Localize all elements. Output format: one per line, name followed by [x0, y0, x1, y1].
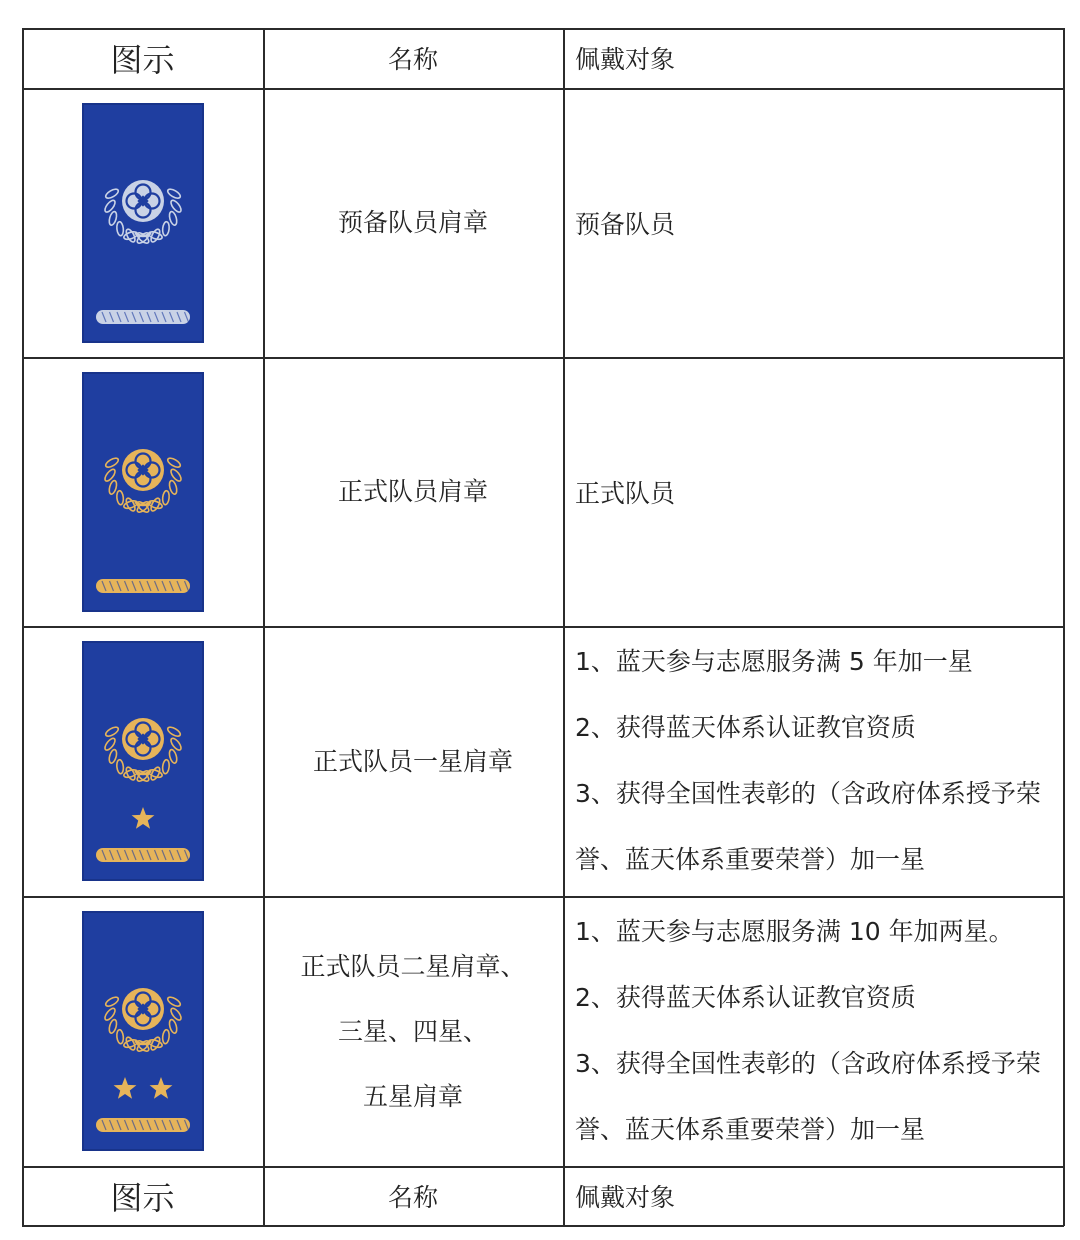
wearer-cell: [563, 626, 1064, 896]
epaulette-graphic: [82, 911, 204, 1151]
wreath-emblem-icon: [103, 449, 183, 514]
badge-name-line: 三星、四星、: [337, 1016, 488, 1046]
footer-wearer: 佩戴对象: [575, 1183, 676, 1212]
epaulette-graphic: [82, 641, 204, 881]
footer-name: 名称: [387, 1183, 438, 1212]
rank-table: [22, 28, 1064, 1226]
header-name: 名称: [387, 45, 438, 74]
braid-stripe-icon: [96, 848, 190, 862]
wearer-item: 3、获得全国性表彰的（含政府体系授予荣誉、蓝天体系重要荣誉）加一星: [575, 779, 1041, 874]
table-row: [22, 626, 263, 896]
badge-name-line: 正式队员肩章: [337, 477, 488, 506]
badge-name-line: 预备队员肩章: [337, 208, 488, 237]
epaulette-two-star: [82, 911, 204, 1151]
header-illustration: 图示: [110, 41, 175, 79]
wearer-cell: [563, 88, 1064, 357]
badge-name: [263, 357, 563, 626]
wreath-emblem-icon: [103, 180, 183, 245]
epaulette-one-star: [82, 641, 204, 881]
epaulette-graphic: [82, 103, 204, 343]
wearer-cell: [563, 357, 1064, 626]
wearer-item: 2、获得蓝天体系认证教官资质: [575, 713, 916, 742]
badge-name-line: 正式队员二星肩章、: [300, 951, 526, 981]
braid-stripe-icon: [96, 1118, 190, 1132]
wearer-cell: [563, 896, 1064, 1166]
wearer-item: 3、获得全国性表彰的（含政府体系授予荣誉、蓝天体系重要荣誉）加一星: [575, 1049, 1041, 1144]
badge-name: [263, 88, 563, 357]
star-icon: [131, 807, 154, 829]
table-row: [22, 357, 263, 626]
badge-name: [263, 626, 563, 896]
epaulette-regular: [82, 372, 204, 612]
epaulette-graphic: [82, 372, 204, 612]
table-row: [22, 896, 263, 1166]
wearer-item: 1、蓝天参与志愿服务满 10 年加两星。: [575, 917, 1014, 946]
table-row: [22, 88, 263, 357]
wearer-item: 1、蓝天参与志愿服务满 5 年加一星: [575, 647, 973, 676]
braid-stripe-icon: [96, 579, 190, 593]
badge-name-line: 五星肩章: [362, 1081, 463, 1111]
header-wearer: 佩戴对象: [575, 45, 676, 74]
wearer-text: 预备队员: [575, 209, 676, 239]
badge-name: [263, 896, 563, 1166]
epaulette-reserve: [82, 103, 204, 343]
footer-illustration: 图示: [110, 1179, 175, 1217]
star-icon: [113, 1077, 136, 1099]
wreath-emblem-icon: [103, 988, 183, 1053]
wearer-item: 2、获得蓝天体系认证教官资质: [575, 983, 916, 1012]
badge-name-line: 正式队员一星肩章: [312, 746, 513, 776]
wreath-emblem-icon: [103, 718, 183, 783]
braid-stripe-icon: [96, 310, 190, 324]
star-icon: [149, 1077, 172, 1099]
wearer-text: 正式队员: [575, 478, 676, 508]
